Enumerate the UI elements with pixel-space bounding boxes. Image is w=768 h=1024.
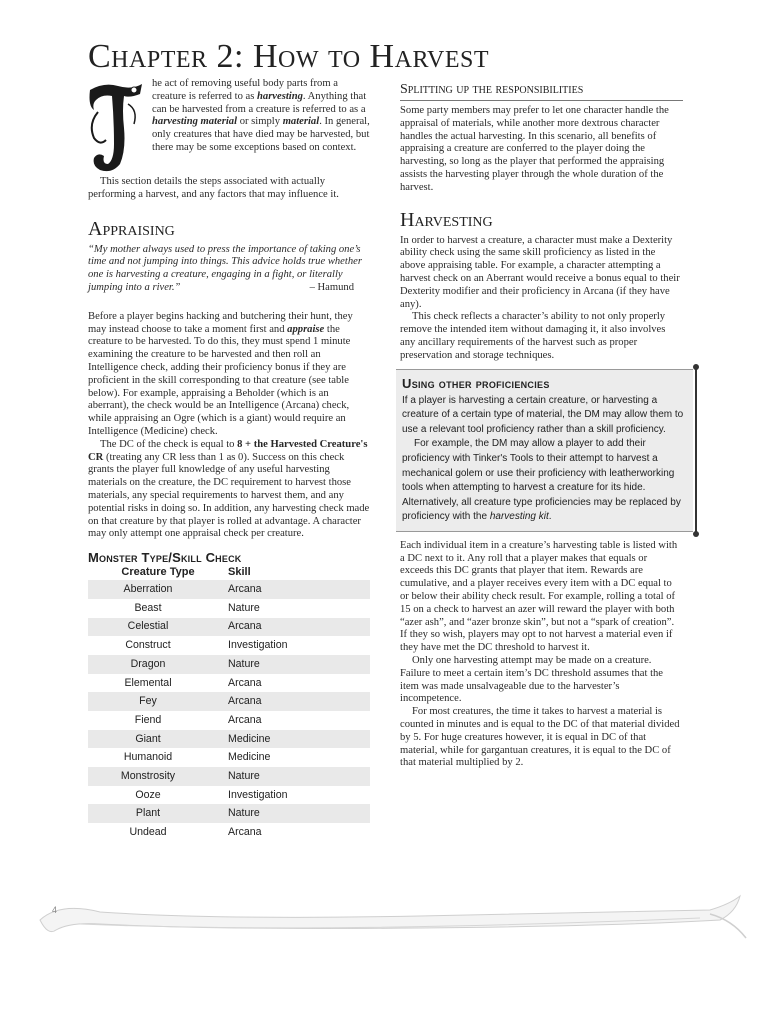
skill-cell: Investigation (228, 788, 288, 801)
table-row (88, 767, 370, 786)
table-row (88, 711, 370, 730)
creature-type-cell: Monstrosity (88, 767, 208, 786)
skill-cell: Arcana (228, 713, 262, 726)
table-row (88, 655, 370, 674)
sidebar-title: Using other proficiencies (402, 375, 550, 391)
skill-cell: Nature (228, 601, 260, 614)
table-row (88, 580, 370, 599)
harvesting-paragraph-4: Only one harvesting attempt may be made on a creature. Failure to meet a certain item’s DC threshold assumes that the item was made unsalvageable due to the harvester’s incompetence. (400, 655, 664, 705)
skill-cell: Arcana (228, 826, 262, 838)
creature-type-cell: Plant (88, 804, 208, 823)
skill-cell: Nature (208, 655, 370, 674)
skill-cell: Medicine (228, 751, 271, 764)
intro-paragraph-2: This section details the steps associated with actually performing a harvest, and any factors that may influence it. (88, 176, 339, 200)
intro-paragraph: he act of removing useful body parts from a creature is referred to as harvesting. Anything that can be harvested from a creature is referred to as a harvesting material or simply material. In general, only creatures that have died may be harvested, but there may be some exceptions based on context. (152, 78, 370, 153)
creature-type-cell: Beast (134, 601, 162, 614)
table-row (88, 692, 370, 711)
intro-section (88, 78, 370, 202)
table-row (88, 618, 370, 637)
table-row (88, 730, 370, 749)
skill-cell: Investigation (228, 639, 288, 652)
table-row (88, 804, 370, 823)
creature-type-cell: Fey (88, 692, 208, 711)
page-title: Chapter 2: How to Harvest (88, 38, 490, 75)
skill-cell: Nature (208, 767, 370, 786)
footer-scroll-ornament (20, 890, 750, 950)
sidebar-paragraph-2: For example, the DM may allow a player to add their proficiency with Tinker's Tools to their attempt to harvest a mechanical golem or use their proficiency with leatherworking tools when attempting to harvest a creature for its hide. Alternatively, all creature type proficiencies may be replaced by proficiency with the harvesting kit. (402, 438, 681, 523)
harvesting-paragraph-5: For most creatures, the time it takes to harvest a material is counted in minutes and is equal to the DC of that material divided by 5. For huge creatures however, it is equal in DC of that material, while for gargantuan creatures, it is equal to the DC of that material multiplied by 2. (400, 706, 680, 769)
right-column (400, 78, 683, 770)
page-number: 4 (52, 905, 58, 915)
creature-type-cell: Construct (125, 639, 171, 652)
proficiency-sidebar (396, 369, 693, 532)
table-row (88, 748, 370, 767)
creature-type-cell: Ooze (135, 788, 161, 801)
appraising-heading: Appraising (88, 217, 175, 240)
table-row (88, 674, 370, 693)
creature-type-cell: Dragon (88, 655, 208, 674)
sidebar-paragraph-1: If a player is harvesting a certain creature, or harvesting a creature of a certain type of material, the DM may allow them to use a relevant tool proficiency rather than a skill proficiency. (402, 394, 684, 435)
sidebar-knob-bottom (693, 531, 699, 537)
column-header-creature-type: Creature Type (121, 566, 195, 579)
skill-cell: Arcana (208, 580, 370, 599)
splitting-heading: Splitting up the responsibilities (400, 82, 683, 101)
skill-cell: Arcana (228, 676, 262, 689)
creature-type-cell: Aberration (88, 580, 208, 599)
table-row (88, 636, 370, 655)
splitting-paragraph: Some party members may prefer to let one character handle the appraisal of materials, while another more dextrous character handles the actual harvesting. In this scenario, all benefits of appraising a creature are conferred to the player doing the harvesting, so long as the player that performed the appraising assists the harvesting player through the whole duration of the harvest. (400, 105, 669, 193)
appraising-paragraph-1: Before a player begins hacking and butchering their hunt, they may instead choose to take a moment first and appraise the creature to be harvested. To do this, they must spend 1 minute examining the creature to be harvested and then roll an Intelligence check, adding their proficiency bonus if they are proficient in the skill corresponding to that creature (see table below). For example, appraising a Beholder (which is an aberrant), the check would be an Intelligence (Arcana) check, while appraising an Ogre (which is a giant) would require an Intelligence (Medicine) check. (88, 310, 353, 437)
creature-type-cell: Undead (129, 826, 167, 838)
appraising-quote: “My mother always used to press the importance of taking one’s time and not jumping into things. This advice holds true whether one is harvesting a creature, engaging in a fight, or literally jumping into a river.” (88, 243, 362, 293)
column-header-skill: Skill (228, 566, 251, 579)
drop-cap-ornament (84, 80, 146, 176)
creature-type-cell: Fiend (134, 713, 162, 726)
table-row (88, 599, 370, 618)
skill-cell: Medicine (208, 730, 370, 749)
table-row (88, 786, 370, 805)
table-header-row (88, 565, 370, 580)
creature-type-cell: Humanoid (123, 751, 173, 764)
sidebar-rod (695, 366, 697, 535)
left-column (88, 78, 370, 842)
harvesting-paragraph-2: This check reflects a character’s ability to not only properly remove the intended item without damaging it, it also involves any ancillary requirements of the harvest such as proper preservation and storage techniques. (400, 311, 666, 361)
creature-type-cell: Elemental (124, 676, 172, 689)
creature-type-cell: Celestial (88, 618, 208, 637)
skill-cell: Nature (208, 804, 370, 823)
monster-skill-table (88, 565, 370, 842)
table-row (88, 823, 370, 842)
creature-type-cell: Giant (88, 730, 208, 749)
harvesting-paragraph-1: In order to harvest a creature, a character must make a Dexterity ability check using the same skill proficiency as listed in the above appraising table. For example, a character attempting a harvest check on an Aberrant would receive a bonus equal to their Dexterity modifier and their proficiency in Arcana (if they have any). (400, 234, 680, 310)
harvesting-paragraph-3: Each individual item in a creature’s harvesting table is listed with a DC next to it. Any roll that a player makes that equals or exceeds this DC grants that player that item. Rewards are cumulative, and a player receives every item with a DC equal to or below their ability check result. For example, rolling a total of 15 on a check to harvest an azer will reward the player with both “azer ash”, and “azer bronze skin”, but not a “spark of creation”. If they so wish, players may opt to not harvest a material even if they have met the DC threshold to harvest it. (400, 539, 678, 654)
sidebar-knob-top (693, 364, 699, 370)
appraising-paragraph-2: The DC of the check is equal to 8 + the Harvested Creature's CR (treating any CR less than 1 as 0). Success on this check grants the player full knowledge of any useful harvesting materials on the creature, the DC requirement to harvest those materials, any special requirements to harvest them, and any potential risks in doing so. In addition, any harvesting check made on that creature by that player is rolled at advantage. A character may only attempt one appraisal check per creature. (88, 438, 370, 540)
skill-cell: Arcana (208, 692, 370, 711)
quote-author: – Hamund (309, 281, 354, 293)
harvesting-heading: Harvesting (400, 208, 493, 231)
monster-table-title: Monster Type/Skill Check (88, 550, 242, 566)
skill-cell: Arcana (208, 618, 370, 637)
